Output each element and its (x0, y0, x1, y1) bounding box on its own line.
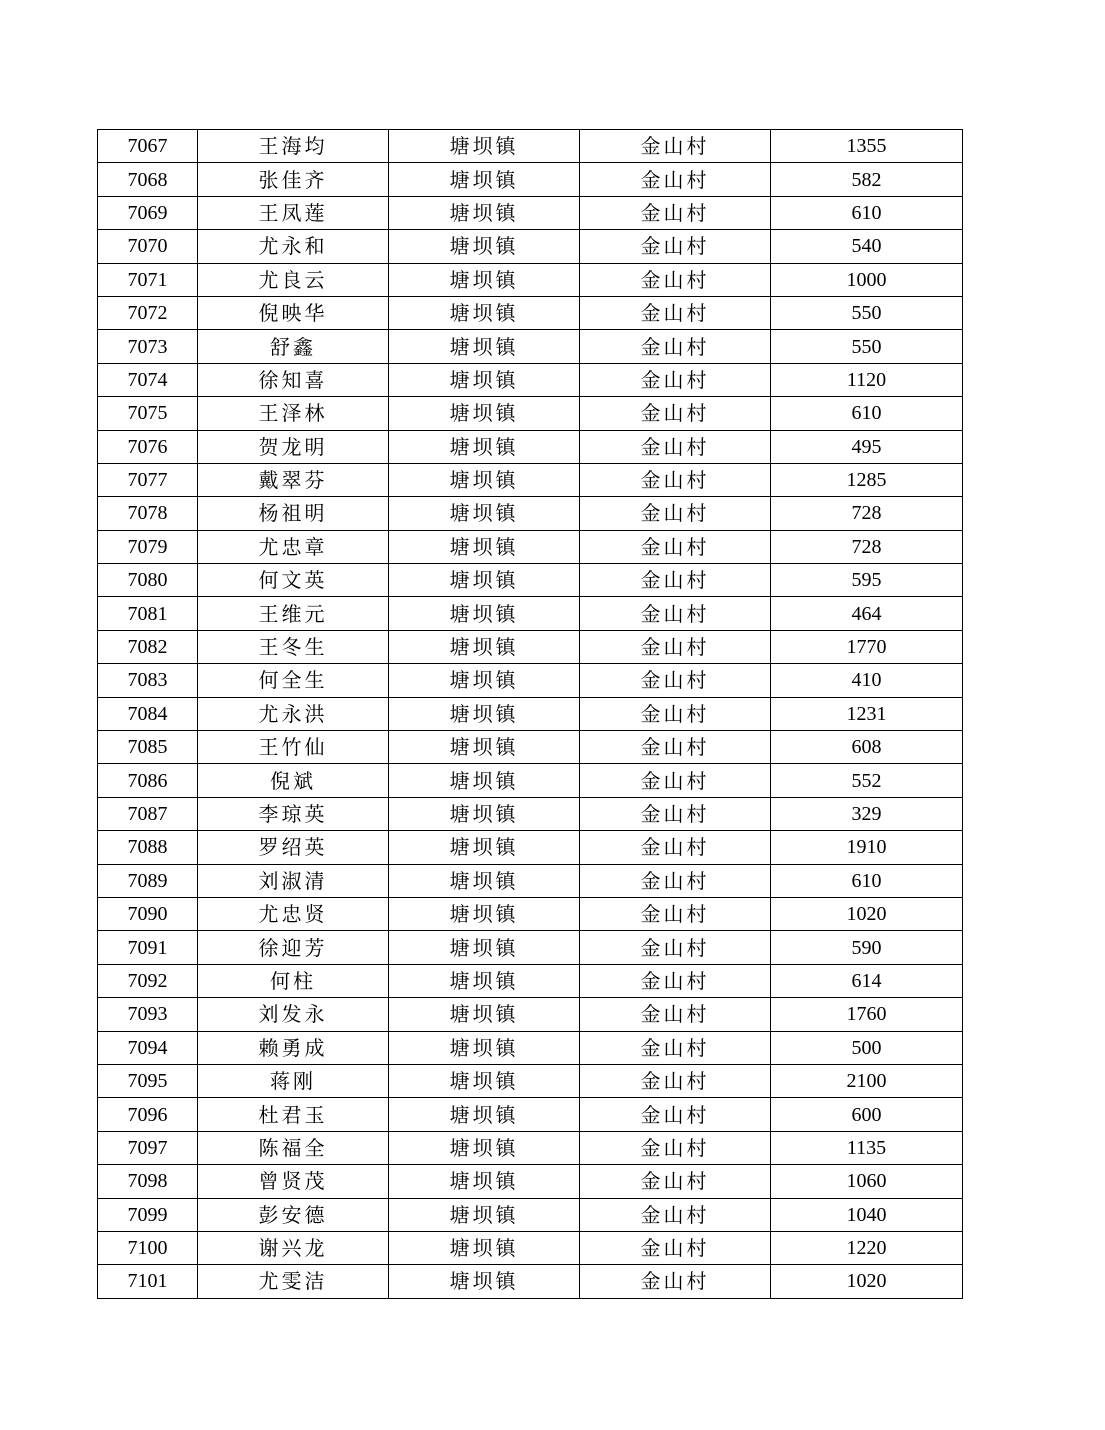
table-row (98, 864, 963, 897)
cell-id: 7067 (98, 130, 198, 163)
table-row (98, 1231, 963, 1264)
cell-village: 金山村 (580, 1064, 771, 1097)
cell-amount: 614 (771, 964, 963, 997)
cell-town: 塘坝镇 (389, 363, 580, 396)
cell-village: 金山村 (580, 1198, 771, 1231)
cell-id: 7082 (98, 630, 198, 663)
cell-village: 金山村 (580, 230, 771, 263)
cell-id: 7073 (98, 330, 198, 363)
cell-id: 7093 (98, 998, 198, 1031)
cell-village: 金山村 (580, 263, 771, 296)
cell-town: 塘坝镇 (389, 1165, 580, 1198)
cell-village: 金山村 (580, 897, 771, 930)
cell-village: 金山村 (580, 664, 771, 697)
cell-amount: 590 (771, 931, 963, 964)
cell-town: 塘坝镇 (389, 797, 580, 830)
cell-name: 尤良云 (198, 263, 389, 296)
cell-name: 刘发永 (198, 998, 389, 1031)
cell-name: 王竹仙 (198, 731, 389, 764)
table-row (98, 964, 963, 997)
cell-id: 7084 (98, 697, 198, 730)
cell-village: 金山村 (580, 1031, 771, 1064)
cell-village: 金山村 (580, 1098, 771, 1131)
cell-village: 金山村 (580, 1231, 771, 1264)
table-row (98, 263, 963, 296)
cell-name: 李琼英 (198, 797, 389, 830)
cell-id: 7089 (98, 864, 198, 897)
cell-town: 塘坝镇 (389, 564, 580, 597)
table-row (98, 931, 963, 964)
cell-name: 刘淑清 (198, 864, 389, 897)
cell-id: 7072 (98, 296, 198, 329)
table-row (98, 1165, 963, 1198)
table-row (98, 831, 963, 864)
cell-amount: 1040 (771, 1198, 963, 1231)
cell-name: 舒鑫 (198, 330, 389, 363)
cell-name: 王凤莲 (198, 196, 389, 229)
cell-village: 金山村 (580, 831, 771, 864)
cell-id: 7086 (98, 764, 198, 797)
data-table (97, 129, 963, 1299)
cell-amount: 610 (771, 864, 963, 897)
cell-amount: 552 (771, 764, 963, 797)
cell-town: 塘坝镇 (389, 664, 580, 697)
table-row (98, 664, 963, 697)
cell-village: 金山村 (580, 196, 771, 229)
cell-name: 谢兴龙 (198, 1231, 389, 1264)
cell-town: 塘坝镇 (389, 897, 580, 930)
cell-amount: 410 (771, 664, 963, 697)
cell-name: 杜君玉 (198, 1098, 389, 1131)
cell-town: 塘坝镇 (389, 1064, 580, 1097)
cell-name: 彭安德 (198, 1198, 389, 1231)
cell-name: 贺龙明 (198, 430, 389, 463)
cell-village: 金山村 (580, 998, 771, 1031)
cell-town: 塘坝镇 (389, 196, 580, 229)
cell-amount: 1060 (771, 1165, 963, 1198)
cell-village: 金山村 (580, 1165, 771, 1198)
cell-amount: 1020 (771, 897, 963, 930)
cell-town: 塘坝镇 (389, 1198, 580, 1231)
cell-name: 罗绍英 (198, 831, 389, 864)
cell-town: 塘坝镇 (389, 1231, 580, 1264)
cell-town: 塘坝镇 (389, 597, 580, 630)
table-body (98, 130, 963, 1299)
cell-amount: 500 (771, 1031, 963, 1064)
cell-name: 王冬生 (198, 630, 389, 663)
cell-village: 金山村 (580, 864, 771, 897)
cell-id: 7069 (98, 196, 198, 229)
cell-id: 7091 (98, 931, 198, 964)
table-row (98, 597, 963, 630)
table-row (98, 764, 963, 797)
cell-amount: 1770 (771, 630, 963, 663)
table-row (98, 1031, 963, 1064)
cell-town: 塘坝镇 (389, 1265, 580, 1298)
cell-village: 金山村 (580, 497, 771, 530)
cell-amount: 550 (771, 330, 963, 363)
table-row (98, 630, 963, 663)
cell-id: 7074 (98, 363, 198, 396)
table-row (98, 463, 963, 496)
table-row (98, 564, 963, 597)
cell-town: 塘坝镇 (389, 430, 580, 463)
cell-id: 7097 (98, 1131, 198, 1164)
cell-village: 金山村 (580, 296, 771, 329)
cell-town: 塘坝镇 (389, 831, 580, 864)
cell-amount: 728 (771, 530, 963, 563)
table-row (98, 530, 963, 563)
cell-village: 金山村 (580, 363, 771, 396)
cell-town: 塘坝镇 (389, 1098, 580, 1131)
cell-name: 尤永和 (198, 230, 389, 263)
cell-town: 塘坝镇 (389, 497, 580, 530)
cell-name: 尤雯洁 (198, 1265, 389, 1298)
cell-id: 7076 (98, 430, 198, 463)
cell-amount: 550 (771, 296, 963, 329)
cell-amount: 595 (771, 564, 963, 597)
cell-town: 塘坝镇 (389, 330, 580, 363)
cell-name: 王维元 (198, 597, 389, 630)
table-row (98, 130, 963, 163)
cell-name: 何全生 (198, 664, 389, 697)
cell-name: 尤永洪 (198, 697, 389, 730)
cell-name: 徐知喜 (198, 363, 389, 396)
cell-id: 7092 (98, 964, 198, 997)
cell-name: 杨祖明 (198, 497, 389, 530)
cell-town: 塘坝镇 (389, 1031, 580, 1064)
cell-id: 7075 (98, 397, 198, 430)
cell-name: 何文英 (198, 564, 389, 597)
cell-id: 7099 (98, 1198, 198, 1231)
cell-id: 7081 (98, 597, 198, 630)
cell-id: 7088 (98, 831, 198, 864)
table-row (98, 497, 963, 530)
cell-id: 7098 (98, 1165, 198, 1198)
cell-amount: 1135 (771, 1131, 963, 1164)
cell-name: 王泽林 (198, 397, 389, 430)
cell-name: 倪斌 (198, 764, 389, 797)
cell-id: 7071 (98, 263, 198, 296)
cell-id: 7100 (98, 1231, 198, 1264)
cell-amount: 1220 (771, 1231, 963, 1264)
table-row (98, 330, 963, 363)
cell-name: 倪映华 (198, 296, 389, 329)
table-row (98, 196, 963, 229)
cell-town: 塘坝镇 (389, 630, 580, 663)
table-row (98, 363, 963, 396)
cell-town: 塘坝镇 (389, 530, 580, 563)
table-row (98, 998, 963, 1031)
cell-town: 塘坝镇 (389, 296, 580, 329)
cell-amount: 464 (771, 597, 963, 630)
cell-amount: 582 (771, 163, 963, 196)
table-row (98, 1131, 963, 1164)
cell-village: 金山村 (580, 1265, 771, 1298)
cell-name: 张佳齐 (198, 163, 389, 196)
cell-name: 王海均 (198, 130, 389, 163)
cell-town: 塘坝镇 (389, 931, 580, 964)
cell-town: 塘坝镇 (389, 163, 580, 196)
table-row (98, 1265, 963, 1298)
cell-id: 7083 (98, 664, 198, 697)
cell-town: 塘坝镇 (389, 998, 580, 1031)
cell-amount: 608 (771, 731, 963, 764)
cell-town: 塘坝镇 (389, 263, 580, 296)
table-row (98, 163, 963, 196)
cell-amount: 1120 (771, 363, 963, 396)
table-row (98, 797, 963, 830)
cell-village: 金山村 (580, 597, 771, 630)
cell-town: 塘坝镇 (389, 1131, 580, 1164)
cell-village: 金山村 (580, 964, 771, 997)
table-row (98, 1098, 963, 1131)
cell-amount: 1760 (771, 998, 963, 1031)
cell-id: 7070 (98, 230, 198, 263)
cell-village: 金山村 (580, 630, 771, 663)
cell-town: 塘坝镇 (389, 230, 580, 263)
cell-village: 金山村 (580, 564, 771, 597)
cell-id: 7087 (98, 797, 198, 830)
cell-town: 塘坝镇 (389, 731, 580, 764)
cell-village: 金山村 (580, 130, 771, 163)
cell-village: 金山村 (580, 530, 771, 563)
table-row (98, 731, 963, 764)
cell-id: 7101 (98, 1265, 198, 1298)
table-row (98, 1064, 963, 1097)
cell-village: 金山村 (580, 330, 771, 363)
cell-village: 金山村 (580, 931, 771, 964)
cell-village: 金山村 (580, 697, 771, 730)
cell-amount: 1910 (771, 831, 963, 864)
cell-id: 7068 (98, 163, 198, 196)
cell-amount: 728 (771, 497, 963, 530)
cell-village: 金山村 (580, 397, 771, 430)
cell-amount: 610 (771, 196, 963, 229)
cell-village: 金山村 (580, 797, 771, 830)
table-row (98, 897, 963, 930)
table-row (98, 296, 963, 329)
cell-name: 尤忠贤 (198, 897, 389, 930)
cell-id: 7077 (98, 463, 198, 496)
cell-name: 何柱 (198, 964, 389, 997)
cell-id: 7080 (98, 564, 198, 597)
cell-town: 塘坝镇 (389, 764, 580, 797)
cell-town: 塘坝镇 (389, 130, 580, 163)
cell-id: 7094 (98, 1031, 198, 1064)
cell-name: 徐迎芳 (198, 931, 389, 964)
cell-village: 金山村 (580, 163, 771, 196)
cell-id: 7078 (98, 497, 198, 530)
cell-id: 7095 (98, 1064, 198, 1097)
cell-village: 金山村 (580, 764, 771, 797)
cell-amount: 495 (771, 430, 963, 463)
table-row (98, 1198, 963, 1231)
cell-name: 戴翠芬 (198, 463, 389, 496)
cell-amount: 610 (771, 397, 963, 430)
cell-town: 塘坝镇 (389, 397, 580, 430)
cell-amount: 1000 (771, 263, 963, 296)
cell-town: 塘坝镇 (389, 964, 580, 997)
cell-name: 陈福全 (198, 1131, 389, 1164)
table-row (98, 430, 963, 463)
table-row (98, 397, 963, 430)
cell-town: 塘坝镇 (389, 463, 580, 496)
cell-name: 尤忠章 (198, 530, 389, 563)
cell-name: 曾贤茂 (198, 1165, 389, 1198)
cell-name: 蒋刚 (198, 1064, 389, 1097)
cell-amount: 1020 (771, 1265, 963, 1298)
cell-amount: 329 (771, 797, 963, 830)
cell-amount: 540 (771, 230, 963, 263)
cell-village: 金山村 (580, 1131, 771, 1164)
cell-amount: 1285 (771, 463, 963, 496)
cell-id: 7096 (98, 1098, 198, 1131)
cell-id: 7085 (98, 731, 198, 764)
table-row (98, 697, 963, 730)
cell-amount: 1231 (771, 697, 963, 730)
cell-village: 金山村 (580, 731, 771, 764)
cell-amount: 2100 (771, 1064, 963, 1097)
cell-name: 赖勇成 (198, 1031, 389, 1064)
cell-id: 7090 (98, 897, 198, 930)
cell-amount: 600 (771, 1098, 963, 1131)
cell-amount: 1355 (771, 130, 963, 163)
table-row (98, 230, 963, 263)
cell-id: 7079 (98, 530, 198, 563)
cell-village: 金山村 (580, 430, 771, 463)
cell-town: 塘坝镇 (389, 864, 580, 897)
cell-village: 金山村 (580, 463, 771, 496)
cell-town: 塘坝镇 (389, 697, 580, 730)
